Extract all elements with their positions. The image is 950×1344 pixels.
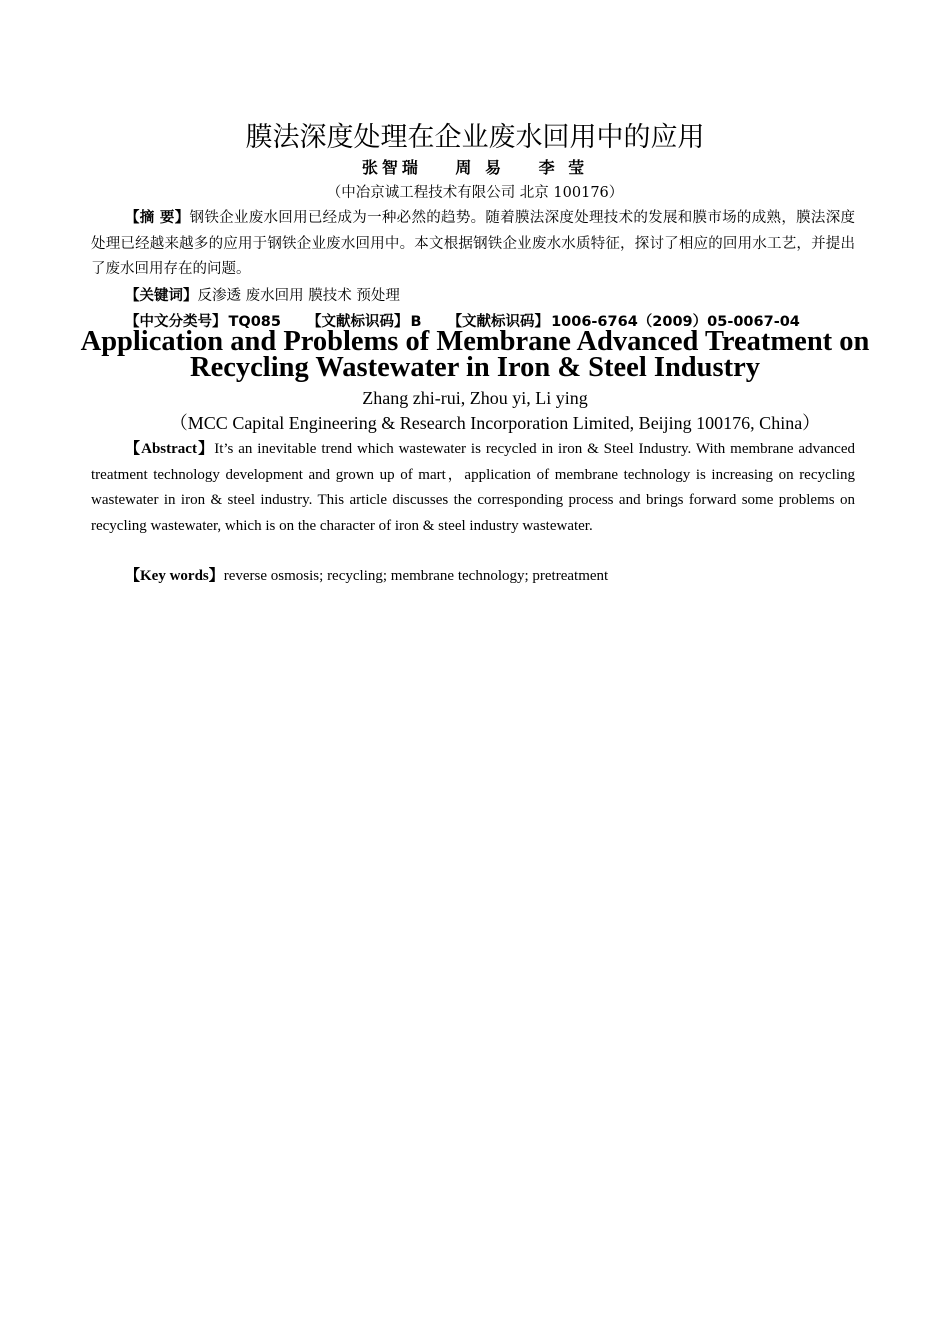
doc-code-value: B bbox=[410, 314, 422, 330]
english-authors: Zhang zhi-rui, Zhou yi, Li ying bbox=[362, 388, 588, 408]
english-title: Application and Problems of Membrane Advanced Treatment on Recycling Wastewater in Iron & Steel Industry bbox=[80, 326, 870, 383]
chinese-abstract bbox=[91, 206, 855, 283]
english-abstract bbox=[91, 437, 855, 539]
doc-code-label: 【文献标识码】 bbox=[307, 314, 409, 330]
chinese-abstract-label: 【摘 要】 bbox=[125, 210, 190, 226]
author-3: 李 莹 bbox=[538, 158, 589, 177]
chinese-keywords-text: 反渗透 废水回用 膜技术 预处理 bbox=[197, 288, 400, 304]
class-value: TQ085 bbox=[228, 314, 281, 330]
english-abstract-text: It’s an inevitable trend which wastewater is recycled in iron & Steel Industry. With membrane advanced treatment technology development and grown up of mart，application of membrane technology is increasing on recycling wastewater in iron & steel industry. This article discusses the corresponding process and brings forward some problems on recycling wastewater, which is on the character of iron & steel industry wastewater. bbox=[91, 441, 855, 534]
class-label: 【中文分类号】 bbox=[125, 314, 227, 330]
chinese-abstract-text: 钢铁企业废水回用已经成为一种必然的趋势。随着膜法深度处理技术的发展和膜市场的成熟，膜法深度处理已经越来越多的应用于钢铁企业废水回用中。本文根据钢铁企业废水水质特征，探讨了相应的回用水工艺，并提出了废水回用存在的问题。 bbox=[91, 210, 855, 278]
chinese-authors bbox=[0, 156, 950, 180]
english-affiliation: （MCC Capital Engineering & Research Incorporation Limited, Beijing 100176, China） bbox=[169, 413, 821, 433]
chinese-affiliation: （中冶京诚工程技术有限公司 北京 100176） bbox=[326, 185, 624, 201]
chinese-keywords-label: 【关键词】 bbox=[125, 288, 198, 304]
article-id-label: 【文献标识码】 bbox=[447, 314, 550, 330]
english-abstract-label: 【Abstract】 bbox=[125, 441, 215, 457]
english-keywords-label: 【Key words】 bbox=[125, 568, 224, 584]
english-keywords bbox=[91, 564, 855, 590]
author-2: 周 易 bbox=[455, 158, 505, 177]
english-keywords-text: reverse osmosis; recycling; membrane technology; pretreatment bbox=[223, 568, 609, 584]
chinese-title: 膜法深度处理在企业废水回用中的应用 bbox=[245, 122, 705, 153]
author-1: 张智瑞 bbox=[361, 158, 422, 177]
article-id-value: 1006-6764（2009）05-0067-04 bbox=[551, 314, 800, 330]
chinese-keywords bbox=[91, 284, 855, 310]
